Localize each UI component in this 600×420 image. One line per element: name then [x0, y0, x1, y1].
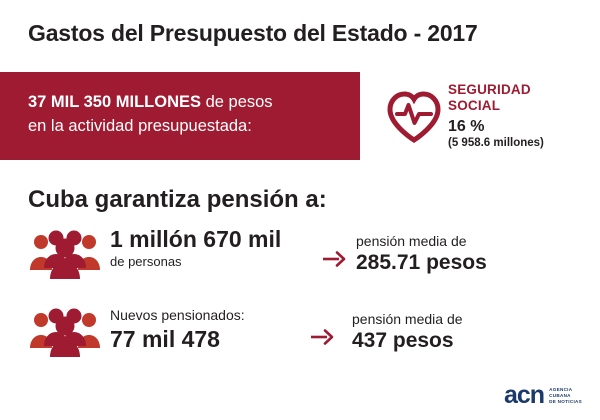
- logo-subtext-line1: AGENCIA: [549, 386, 573, 392]
- row-2-main: [110, 306, 245, 354]
- social-security-title-line1: SEGURIDAD: [448, 82, 531, 97]
- row-1-value: 1 millón 670 mil: [110, 226, 282, 252]
- banner-line-1: [28, 90, 338, 114]
- banner-amount: 37 MIL 350 MILLONES: [28, 93, 201, 111]
- row-1-right-value: 285.71 pesos: [356, 251, 487, 274]
- social-security-title-line2: SOCIAL: [448, 98, 501, 113]
- row-2-right-value: 437 pesos: [352, 329, 454, 352]
- row-1-right: [356, 232, 487, 275]
- budget-banner: [0, 72, 360, 160]
- row-1-label: de personas: [110, 254, 182, 269]
- row-2-label: Nuevos pensionados:: [110, 307, 245, 323]
- logo-wordmark: acn: [504, 381, 545, 409]
- row-1-main: [110, 226, 281, 270]
- banner-line-2: en la actividad presupuestada:: [28, 117, 252, 135]
- social-security-detail: (5 958.6 millones): [448, 137, 544, 149]
- social-security-percent: 16 %: [448, 118, 485, 135]
- social-security-text: [448, 82, 544, 150]
- heart-pulse-icon: [386, 90, 442, 146]
- page-title: Gastos del Presupuesto del Estado - 2017: [28, 20, 478, 46]
- section-heading: Cuba garantiza pensión a:: [28, 186, 327, 213]
- logo-subtext-line3: DE NOTICIAS: [549, 398, 582, 404]
- logo-subtext-line2: CUBANA: [549, 392, 571, 398]
- row-1-right-label: pensión media de: [356, 233, 467, 249]
- people-group-icon: [28, 306, 102, 358]
- social-security-block: [386, 82, 596, 166]
- arrow-right-icon: [310, 328, 334, 346]
- row-2-right: [352, 310, 463, 353]
- row-2-value: 77 mil 478: [110, 326, 220, 352]
- logo-subtext: [549, 387, 582, 405]
- row-2-right-label: pensión media de: [352, 311, 463, 327]
- arrow-right-icon: [322, 250, 346, 268]
- people-group-icon: [28, 228, 102, 280]
- banner-amount-suffix: de pesos: [201, 93, 273, 111]
- acn-logo: [504, 383, 582, 408]
